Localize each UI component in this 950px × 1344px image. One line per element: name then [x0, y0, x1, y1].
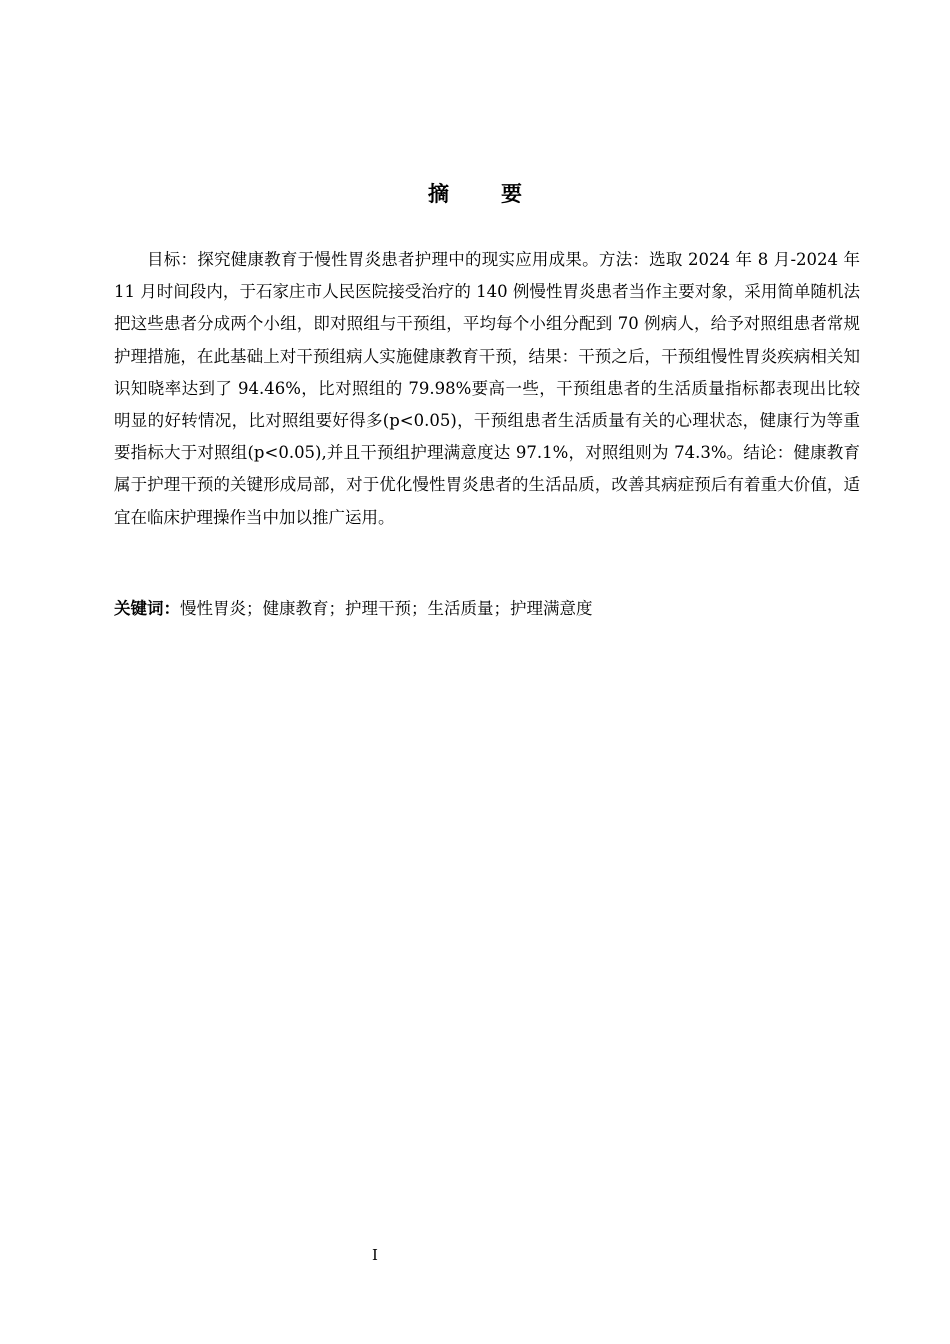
keywords-value: 慢性胃炎；健康教育；护理干预；生活质量；护理满意度: [180, 599, 593, 618]
keywords-line: [114, 593, 860, 625]
page-number: I: [372, 1246, 378, 1264]
keywords-label: 关键词：: [114, 599, 180, 618]
title-char-2: 要: [501, 182, 522, 206]
title-char-1: 摘: [428, 182, 449, 206]
abstract-title: [0, 178, 950, 208]
abstract-body: 目标：探究健康教育于慢性胃炎患者护理中的现实应用成果。方法：选取 2024 年 8 月-2024 年 11 月时间段内，于石家庄市人民医院接受治疗的 140 例慢性胃炎患者当作主要对象，采用简单随机法把这些患者分成两个小组，即对照组与干预组，平均每个小组分配到 70 例病人，给予对照组患者常规护理措施，在此基础上对干预组病人实施健康教育干预，结果：干预之后，干预组慢性胃炎疾病相关知识知晓率达到了 94.46%，比对照组的 79.98%要高一些，干预组患者的生活质量指标都表现出比较明显的好转情况，比对照组要好得多(p<0.05)，干预组患者生活质量有关的心理状态，健康行为等重要指标大于对照组(p<0.05),并且干预组护理满意度达 97.1%，对照组则为 74.3%。结论：健康教育属于护理干预的关键形成局部，对于优化慢性胃炎患者的生活品质，改善其病症预后有着重大价值，适宜在临床护理操作当中加以推广运用。: [114, 250, 860, 527]
